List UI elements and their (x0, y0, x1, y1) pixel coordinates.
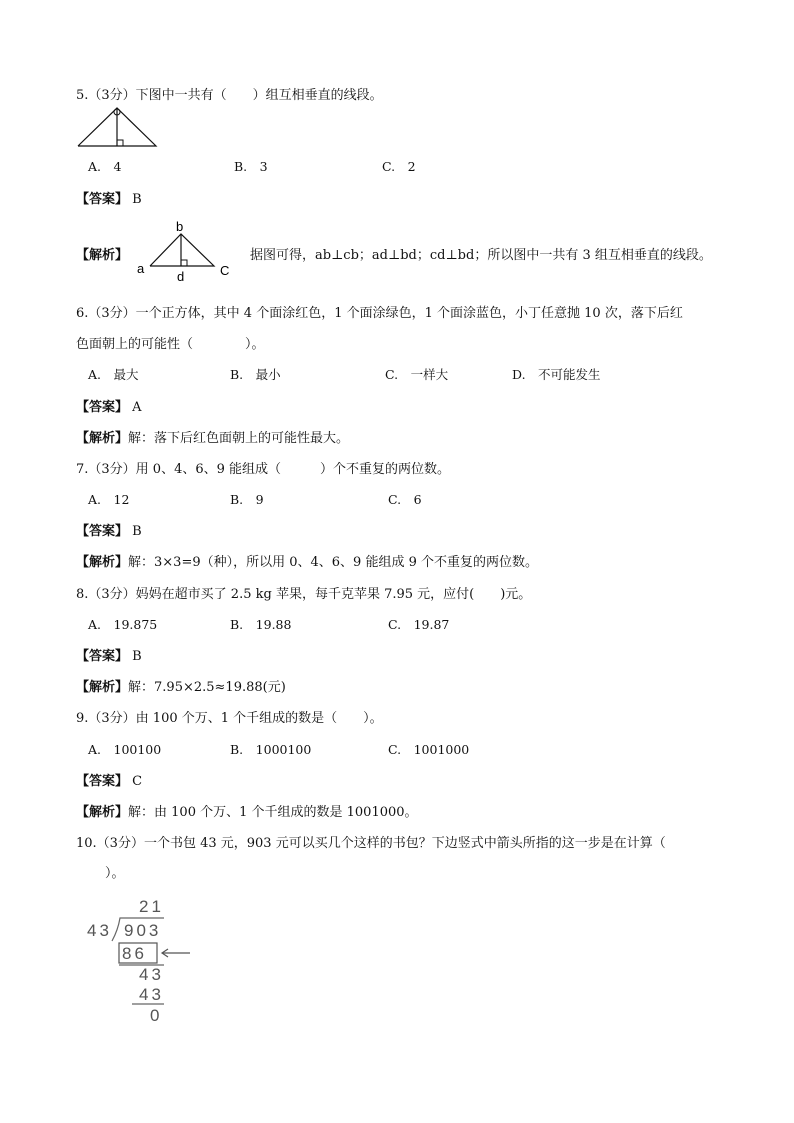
analysis-text: 解：由 100 个万、1 个千组成的数是 1001000。 (128, 805, 418, 820)
analysis-label: 【解析】 (76, 431, 129, 446)
analysis-label: 【解析】 (76, 248, 129, 263)
q9-option-b: B. 1000100 (230, 742, 312, 757)
dividend: 903 (124, 921, 162, 940)
q5-option-b: B. 3 (234, 159, 268, 174)
q6-analysis (76, 427, 349, 446)
q9-option-a: A. 100100 (88, 742, 162, 757)
q6-answer (76, 396, 142, 415)
q7-analysis (76, 551, 538, 570)
analysis-label: 【解析】 (76, 680, 129, 695)
remainder1: 43 (139, 965, 164, 984)
q5-triangle-figure (76, 104, 162, 148)
q9-analysis (76, 801, 418, 820)
q5-labeled-triangle-figure (134, 218, 240, 282)
q10-stem-line2: ）。 (92, 866, 125, 881)
step2-product: 43 (139, 985, 164, 1004)
final-remainder: 0 (150, 1006, 160, 1025)
q7-answer (76, 520, 142, 539)
answer-value: B (132, 192, 142, 207)
q6-stem-line1: 6.（3分）一个正方体，其中 4 个面涂红色，1 个面涂绿色，1 个面涂蓝色，小丁任意抛 10 次，落下后红 (76, 306, 683, 321)
analysis-label: 【解析】 (76, 805, 129, 820)
q8-answer (76, 645, 142, 664)
q8-option-b: B. 19.88 (230, 617, 292, 632)
label-d: d (177, 269, 185, 282)
answer-label: 【答案】 (76, 649, 129, 664)
q6-option-c: C. 一样大 (385, 367, 449, 382)
q5-analysis-label (76, 244, 128, 263)
q8-option-c: C. 19.87 (388, 617, 450, 632)
answer-label: 【答案】 (76, 400, 129, 415)
label-c: C (220, 263, 230, 278)
q6-option-b: B. 最小 (230, 367, 281, 382)
analysis-text: 解：3×3=9（种），所以用 0、4、6、9 能组成 9 个不重复的两位数。 (128, 555, 538, 570)
q5-option-c: C. 2 (382, 159, 416, 174)
analysis-text: 解：7.95×2.5≈19.88(元) (128, 680, 286, 695)
q8-stem: 8.（3分）妈妈在超市买了 2.5 kg 苹果，每千克苹果 7.95 元，应付( )元。 (76, 587, 532, 602)
answer-value: C (132, 774, 143, 789)
q9-answer (76, 770, 142, 789)
q7-stem: 7.（3分）用 0、4、6、9 能组成（ ）个不重复的两位数。 (76, 462, 451, 477)
arrow-icon (162, 949, 190, 957)
answer-value: B (132, 524, 142, 539)
answer-value: B (132, 649, 142, 664)
long-division-figure (82, 892, 202, 1028)
quotient: 21 (139, 897, 164, 916)
label-a: a (137, 261, 145, 276)
label-b: b (176, 219, 184, 234)
analysis-text: 解：落下后红色面朝上的可能性最大。 (128, 431, 350, 446)
q5-option-a: A. 4 (88, 159, 122, 174)
q8-analysis (76, 676, 286, 695)
q9-option-c: C. 1001000 (388, 742, 470, 757)
q5-analysis: 据图可得，ab⊥cb；ad⊥bd；cd⊥bd；所以图中一共有 3 组互相垂直的线段。 (250, 248, 712, 263)
q6-option-d: D. 不可能发生 (512, 367, 601, 382)
q7-option-a: A. 12 (88, 492, 130, 507)
analysis-label: 【解析】 (76, 555, 129, 570)
q9-stem: 9.（3分）由 100 个万、1 个千组成的数是（ ）。 (76, 711, 383, 726)
q7-option-b: B. 9 (230, 492, 264, 507)
q6-option-a: A. 最大 (88, 367, 139, 382)
answer-label: 【答案】 (76, 524, 129, 539)
q7-option-c: C. 6 (388, 492, 422, 507)
divisor: 43 (87, 921, 112, 940)
q6-stem-line2: 色面朝上的可能性（ ）。 (76, 337, 265, 352)
answer-label: 【答案】 (76, 774, 129, 789)
q5-answer (76, 188, 142, 207)
step1-product: 86 (122, 944, 147, 963)
q8-option-a: A. 19.875 (88, 617, 158, 632)
answer-value: A (132, 400, 142, 415)
q10-stem-line1: 10.（3分）一个书包 43 元，903 元可以买几个这样的书包？下边竖式中箭头所指的这一步是在计算（ (76, 836, 666, 851)
answer-label: 【答案】 (76, 192, 129, 207)
q5-stem: 5.（3分）下图中一共有（ ）组互相垂直的线段。 (76, 88, 383, 103)
